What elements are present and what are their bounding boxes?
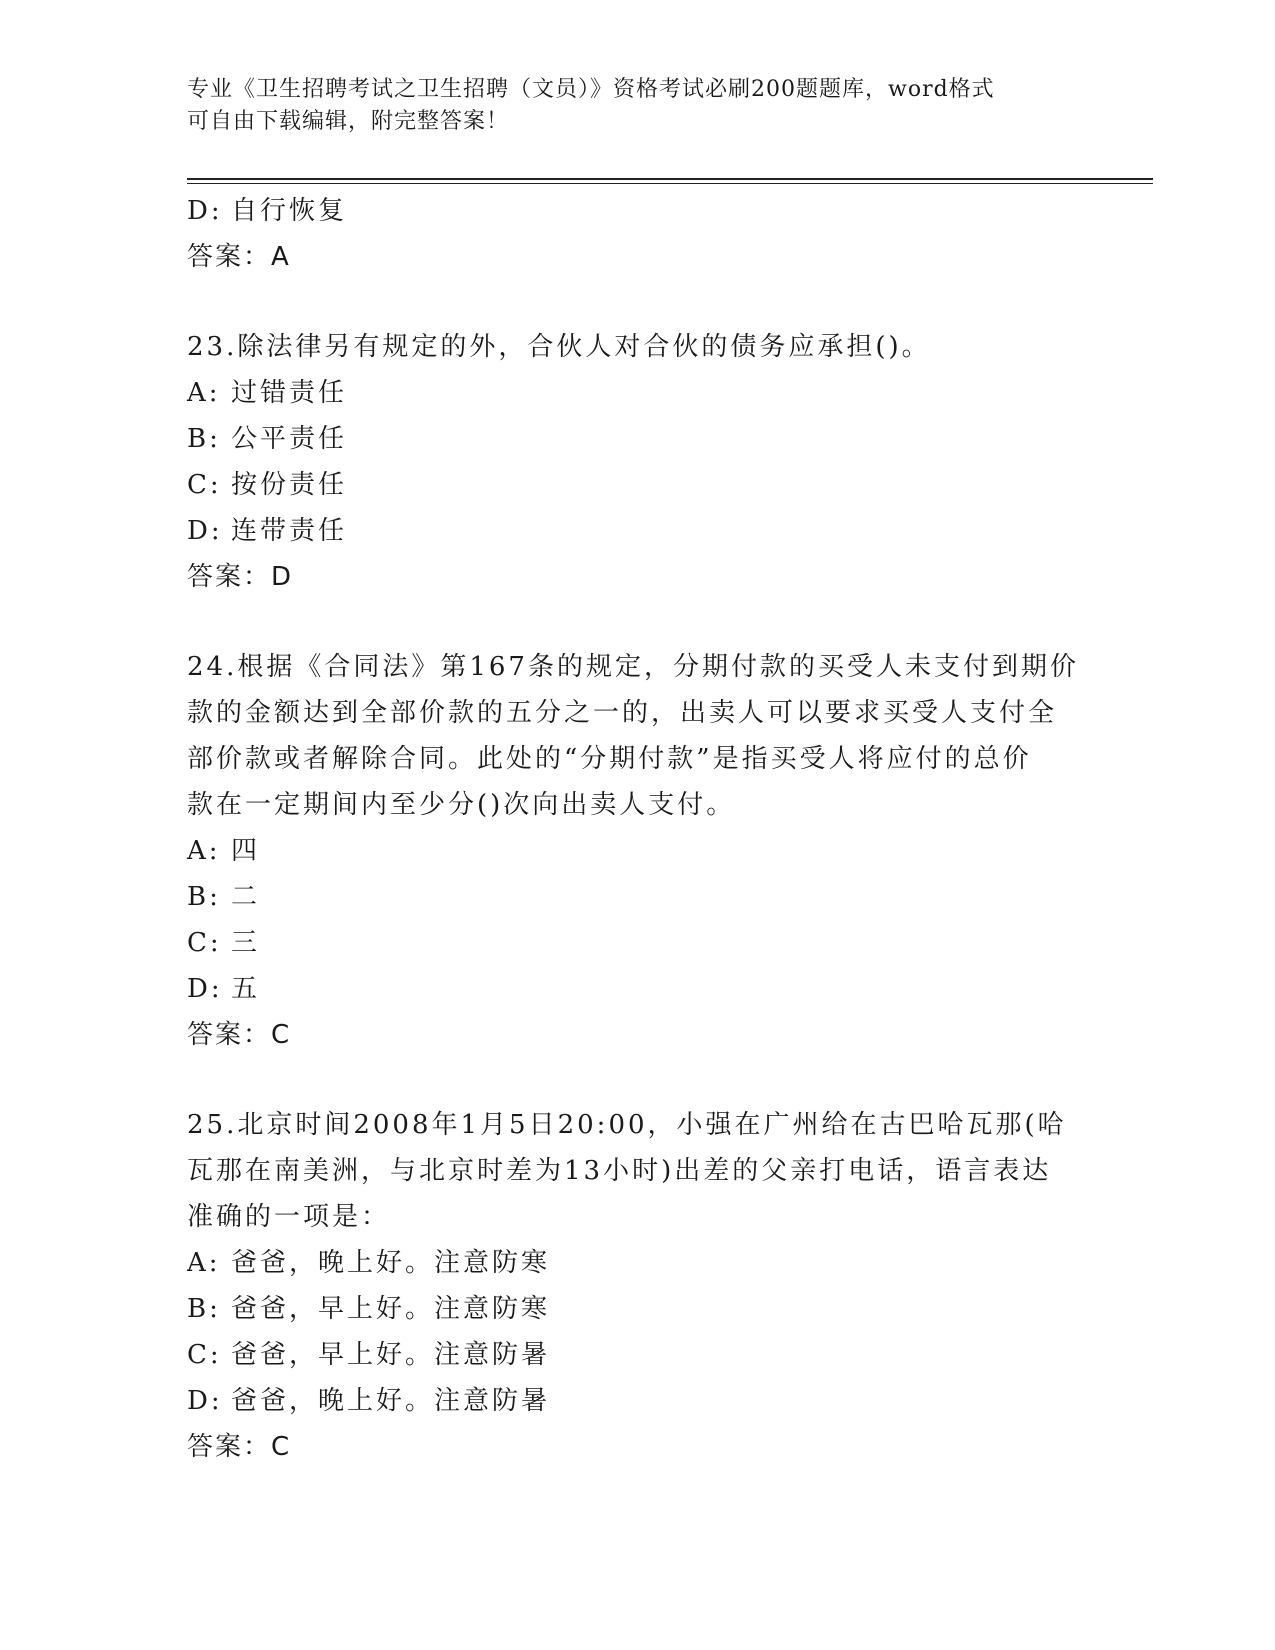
option-b: B: 公平责任 (187, 424, 348, 454)
option-d: D: 爸爸，晚上好。注意防暑 (187, 1386, 551, 1416)
question-text-line: 准确的一项是： (187, 1202, 391, 1232)
option-c: C: 三 (187, 928, 261, 958)
option-d: D: 五 (187, 974, 261, 1004)
option-a: A: 爸爸，晚上好。注意防寒 (187, 1248, 551, 1278)
spacer (187, 1058, 1087, 1102)
question-text-line: 瓦那在南美洲，与北京时差为13小时)出差的父亲打电话，语言表达 (187, 1156, 1052, 1186)
spacer (187, 600, 1087, 644)
option-c: C: 爸爸，早上好。注意防暑 (187, 1340, 551, 1370)
document-header (187, 74, 1067, 138)
header-rule-thin (187, 183, 1153, 184)
question-block-24 (187, 644, 1087, 1058)
question-text-line: 款在一定期间内至少分()次向出卖人支付。 (187, 790, 736, 820)
answer-line: 答案：D (187, 562, 294, 592)
option-d: D: 连带责任 (187, 516, 348, 546)
spacer (187, 280, 1087, 324)
question-text-line: 24.根据《合同法》第167条的规定，分期付款的买受人未支付到期价 (187, 652, 1079, 682)
question-block-prev (187, 188, 1087, 280)
option-c: C: 按份责任 (187, 470, 348, 500)
answer-line: 答案：C (187, 1432, 292, 1462)
question-block-25 (187, 1102, 1087, 1470)
header-line-1: 专业《卫生招聘考试之卫生招聘（文员）》资格考试必刷200题题库，word格式 (187, 77, 995, 102)
option-a: A: 过错责任 (187, 378, 348, 408)
answer-line: 答案：C (187, 1020, 292, 1050)
answer-line: 答案：A (187, 242, 291, 272)
question-text-line: 23.除法律另有规定的外，合伙人对合伙的债务应承担()。 (187, 332, 931, 362)
question-text-line: 25.北京时间2008年1月5日20:00，小强在广州给在古巴哈瓦那(哈 (187, 1110, 1067, 1140)
question-block-23 (187, 324, 1087, 600)
header-line-2: 可自由下载编辑，附完整答案！ (187, 109, 510, 134)
option-b: B: 爸爸，早上好。注意防寒 (187, 1294, 551, 1324)
document-body (187, 188, 1087, 1470)
question-text-line: 部价款或者解除合同。此处的“分期付款”是指买受人将应付的总价 (187, 744, 1032, 774)
option-a: A: 四 (187, 836, 261, 866)
option-d: D: 自行恢复 (187, 196, 348, 226)
option-b: B: 二 (187, 882, 261, 912)
header-rule-thick (187, 178, 1153, 180)
question-text-line: 款的金额达到全部价款的五分之一的，出卖人可以要求买受人支付全 (187, 698, 1058, 728)
